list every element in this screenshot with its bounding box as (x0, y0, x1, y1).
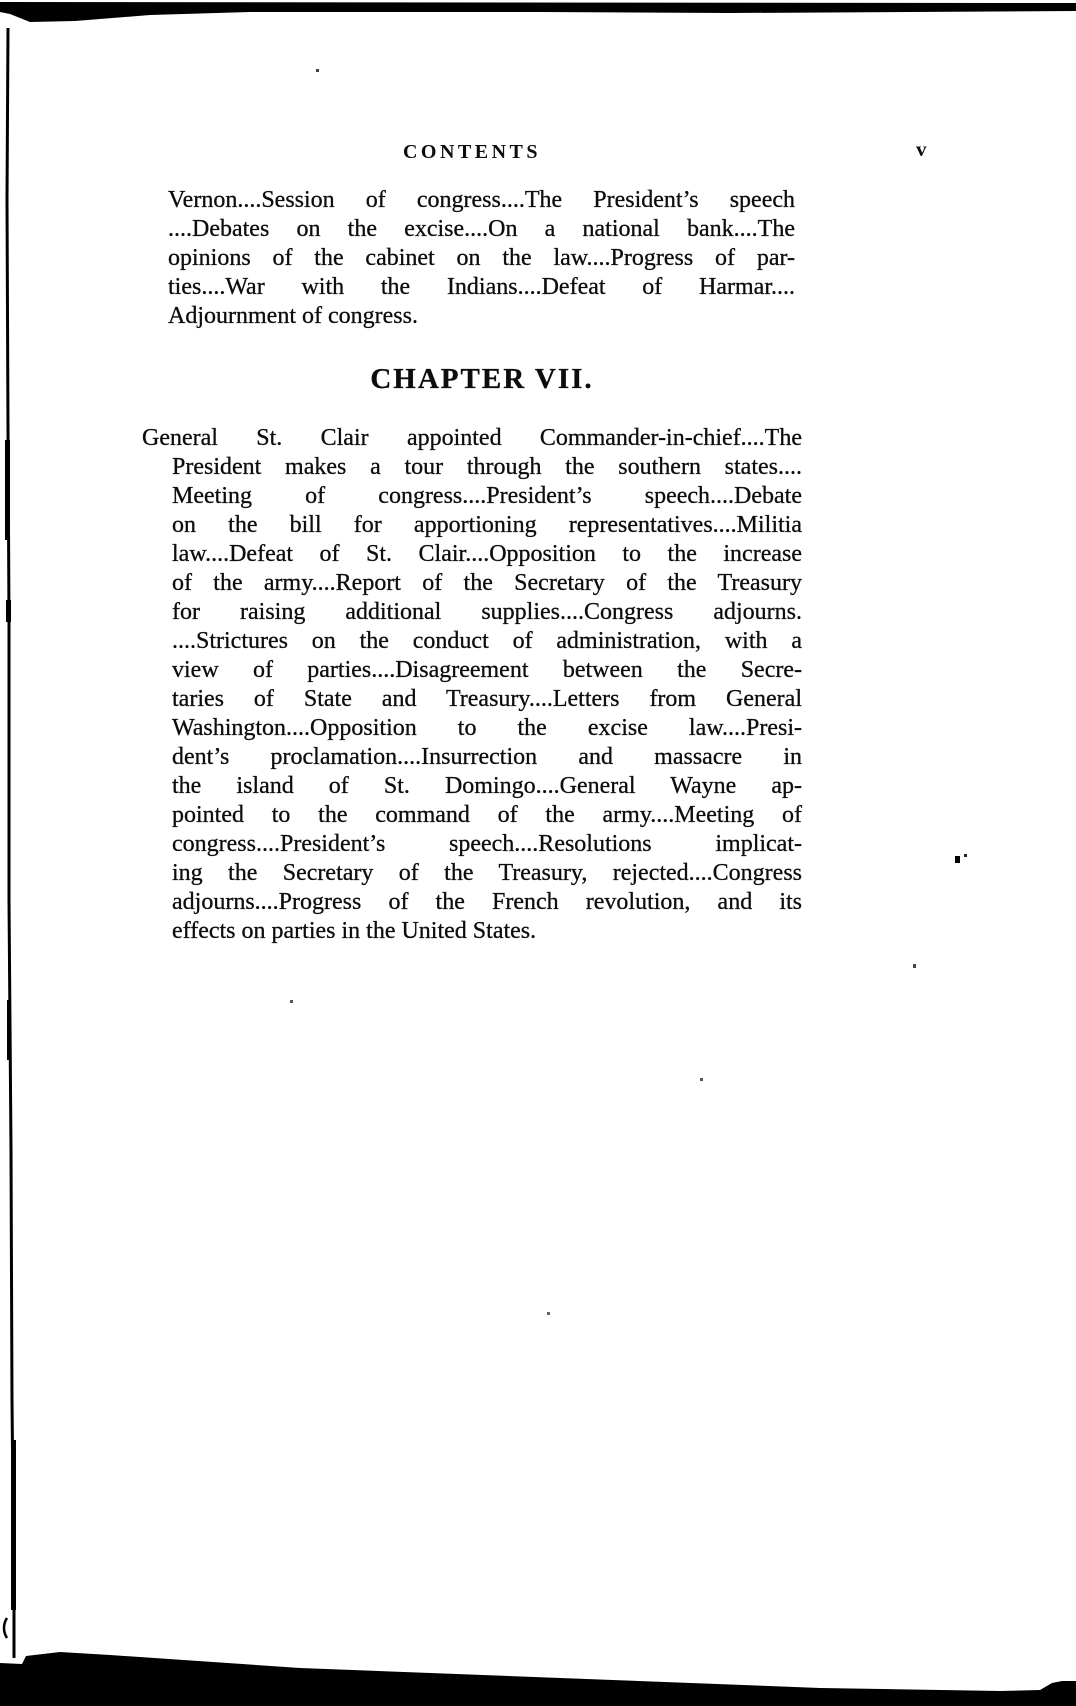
page-number: v (916, 137, 927, 161)
text-line: the island of St. Domingo....General Wayne ap- (172, 773, 802, 799)
text-line: opinions of the cabinet on the law....Progress of par- (168, 245, 795, 271)
scan-speck (290, 1000, 293, 1003)
text-line: ....Debates on the excise....On a national bank....The (168, 216, 795, 242)
scan-speck (955, 856, 960, 863)
text-line: President makes a tour through the southern states.... (172, 454, 802, 480)
scan-speck (547, 1312, 550, 1315)
text-line: Washington....Opposition to the excise law....Presi- (172, 715, 802, 741)
scan-speck (316, 69, 319, 72)
chapter-vi-summary-continuation (168, 186, 795, 331)
scan-speck (700, 1078, 703, 1081)
text-line: ing the Secretary of the Treasury, rejected....Congress (172, 860, 802, 886)
text-line: Adjournment of congress. (168, 303, 418, 329)
text-line: effects on parties in the United States. (172, 918, 537, 944)
scan-artifact-left-blob (11, 1440, 16, 1610)
text-line: ties....War with the Indians....Defeat of Harmar.... (168, 274, 795, 300)
text-line: of the army....Report of the Secretary of the Treasury (172, 570, 802, 596)
text-line: taries of State and Treasury....Letters from General (172, 686, 802, 712)
scan-artifact-bottom-band (0, 1652, 1076, 1706)
scan-artifact-top-edge (0, 2, 1076, 22)
scan-artifact-left-line (7, 28, 14, 1658)
text-line: pointed to the command of the army....Meeting of (172, 802, 802, 828)
text-line: ....Strictures on the conduct of administration, with a (172, 628, 802, 654)
text-line: view of parties....Disagreement between the Secre- (172, 657, 802, 683)
text-line: dent’s proclamation....Insurrection and massacre in (172, 744, 802, 770)
text-line: for raising additional supplies....Congress adjourns. (172, 599, 802, 625)
text-line: General St. Clair appointed Commander-in-chief....The (142, 425, 802, 451)
scan-speck (913, 964, 916, 968)
text-line: on the bill for apportioning representatives....Militia (172, 512, 802, 538)
scan-artifact-left-hook (4, 1618, 7, 1638)
text-line: congress....President’s speech....Resolutions implicat- (172, 831, 802, 857)
scan-artifact-left-blob (7, 1000, 11, 1060)
text-line: adjourns....Progress of the French revolution, and its (172, 889, 802, 915)
text-line: Vernon....Session of congress....The President’s speech (168, 187, 795, 213)
page-title: CONTENTS (402, 141, 542, 163)
scan-speck (964, 854, 967, 857)
scan-artifact-left-blob (5, 440, 10, 540)
chapter-vii-summary (142, 424, 802, 946)
text-line: Meeting of congress....President’s speech....Debate (172, 483, 802, 509)
text-line: law....Defeat of St. Clair....Opposition to the increase (172, 541, 802, 567)
scan-artifact-left-blob (6, 600, 11, 622)
chapter-heading: CHAPTER VII. (370, 363, 594, 395)
